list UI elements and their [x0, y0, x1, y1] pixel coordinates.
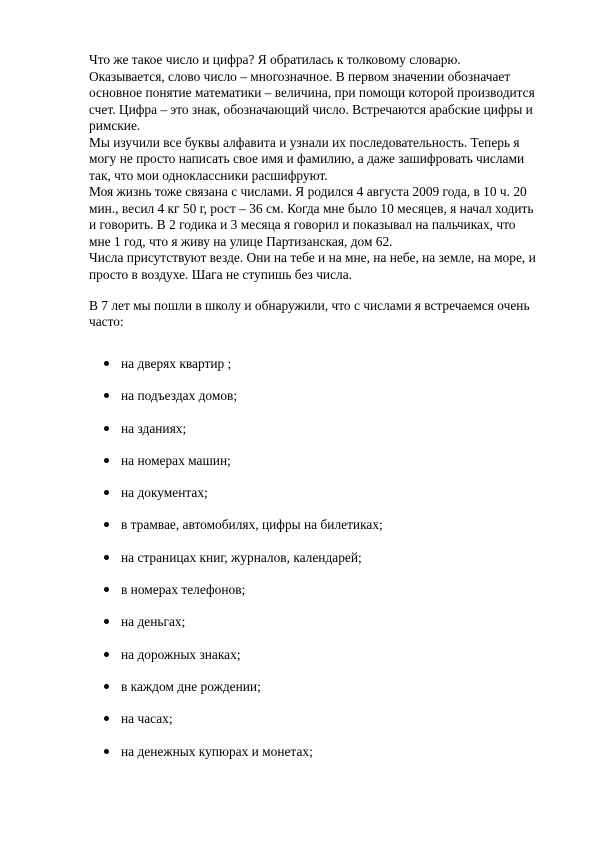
bullet-icon [104, 393, 109, 398]
list-item-text: в номерах телефонов; [121, 582, 246, 598]
text-line: мин., весил 4 кг 50 г, рост – 36 см. Когда мне было 10 месяцев, я начал ходить [89, 200, 534, 216]
list-item [89, 550, 559, 582]
text-line: счет. Цифра – это знак, обозначающий число. Встречаются арабские цифры и [89, 101, 533, 117]
bullet-icon [104, 426, 109, 431]
text-line: основное понятие математики – величина, при помощи которой производится [89, 85, 535, 100]
bullet-icon [104, 684, 109, 689]
list-item [89, 421, 559, 453]
bullet-icon [104, 555, 109, 560]
list-item [89, 647, 559, 679]
bullet-icon [104, 361, 109, 366]
text-line: римские. [89, 118, 141, 133]
text-line: так, что мои одноклассники расшифруют. [89, 167, 328, 183]
list-item [89, 485, 559, 517]
body-text [89, 52, 559, 331]
bullet-icon [104, 458, 109, 463]
text-line: Числа присутствуют везде. Они на тебе и на мне, на небе, на земле, на море, и [89, 250, 536, 265]
list-item [89, 388, 559, 420]
text-line: Моя жизнь тоже связана с числами. Я родился 4 августа 2009 года, в 10 ч. 20 [89, 184, 527, 199]
bullet-icon [104, 619, 109, 624]
list-item-text: на дорожных знаках; [121, 646, 241, 662]
bullet-icon [104, 749, 109, 754]
list-item-text: на документах; [121, 485, 208, 501]
list-item [89, 679, 559, 711]
list-item [89, 517, 559, 549]
list-item-text: на дверях квартир ; [121, 356, 232, 371]
text-line: Оказывается, слово число – многозначное. В первом значении обозначает [89, 68, 511, 84]
text-line: Что же такое число и цифра? Я обратилась к толковому словарю. [89, 52, 461, 67]
list-item [89, 614, 559, 646]
list-item-text: на денежных купюрах и монетах; [121, 743, 313, 759]
text-line: просто в воздухе. Шага не ступишь без числа. [89, 266, 353, 282]
bullet-icon [104, 587, 109, 592]
text-line: Мы изучили все буквы алфавита и узнали их последовательность. Теперь я [89, 134, 520, 150]
list-item [89, 582, 559, 614]
list-item-text: в трамвае, автомобилях, цифры на билетиках; [121, 517, 383, 533]
text-line: В 7 лет мы пошли в школу и обнаружили, что с числами я встречаемся очень [89, 297, 530, 313]
bullet-icon [104, 490, 109, 495]
text-line: могу не просто написать свое имя и фамилию, а даже зашифровать числами [89, 151, 525, 166]
list-item [89, 453, 559, 485]
list-item-text: в каждом дне рождении; [121, 678, 261, 694]
list-item-text: на деньгах; [121, 614, 186, 630]
list-item-text: на страницах книг, журналов, календарей; [121, 549, 362, 565]
text-line: и говорить. В 2 годика и 3 месяца я говорил и показывал на пальчиках, что [89, 217, 516, 232]
list-item [89, 356, 559, 388]
list-item [89, 711, 559, 743]
bullet-icon [104, 716, 109, 721]
bullet-icon [104, 652, 109, 657]
list-item-text: на номерах машин; [121, 452, 231, 468]
list-item-text: на подъездах домов; [121, 388, 238, 404]
list-item [89, 744, 559, 776]
list-item-text: на зданиях; [121, 420, 187, 436]
bullet-list [89, 356, 559, 776]
text-line: часто: [89, 314, 124, 329]
list-item-text: на часах; [121, 711, 173, 727]
bullet-icon [104, 522, 109, 527]
text-line: мне 1 год, что я живу на улице Партизанская, дом 62. [89, 233, 393, 249]
